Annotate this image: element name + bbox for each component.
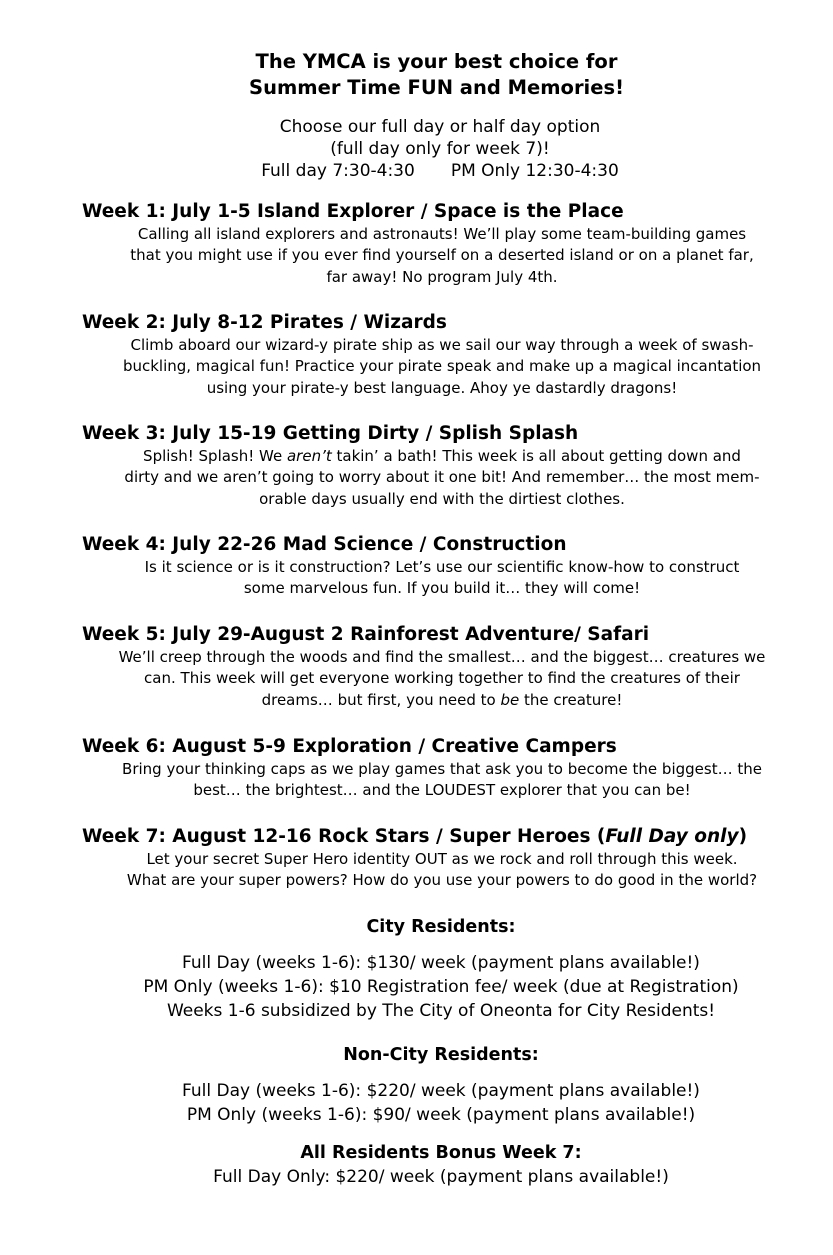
title-line-1: The YMCA is your best choice for [255,50,618,73]
city-price-line-2: PM Only (weeks 1-6): $10 Registration fee/ week (due at Registration) [143,977,739,997]
week-3-line-1-part-1: Splish! Splash! We [143,447,287,465]
week-5-line-3 [82,690,802,711]
week-4-section [82,533,802,600]
intro-line-1: Choose our full day or half day option [279,117,601,137]
non-city-residents-heading: Non-City Residents: [343,1045,539,1065]
non-city-residents-prices [0,1079,833,1127]
week-6-line-1: Bring your thinking caps as we play games that ask you to become the biggest… the [122,760,762,778]
week-5-line-3-part-1: dreams… but first, you need to [261,690,501,709]
week-5-section [82,623,802,711]
week-2-line-3: using your pirate-y best language. Ahoy ye dastardly dragons! [206,378,678,397]
week-2-line-2: buckling, magical fun! Practice your pirate speak and make up a magical incantation [122,357,762,376]
week-4-heading: Week 4: July 22-26 Mad Science / Construction [82,534,567,555]
week-3-description [82,446,802,510]
week-3-line-1-emphasis: aren’t [286,447,332,465]
week-5-heading: Week 5: July 29-August 2 Rainforest Adventure/ Safari [82,624,650,645]
city-price-line-1: Full Day (weeks 1-6): $130/ week (payment plans available!) [182,953,700,973]
week-2-section [82,311,802,399]
week-5-line-3-part-2: the creature! [519,690,623,709]
week-1-description [82,224,802,288]
week-3-line-1 [82,446,802,467]
week-5-description [82,647,802,711]
intro-block [0,116,833,182]
week-7-section [82,825,802,892]
week-5-line-3-emphasis: be [500,690,520,709]
week-6-line-2: best… the brightest… and the LOUDEST explorer that you can be! [193,781,691,800]
intro-hours [0,160,833,182]
non-city-price-line-2: PM Only (weeks 1-6): $90/ week (payment plans available!) [186,1105,696,1125]
week-6-description [82,759,802,802]
week-7-line-2: What are your super powers? How do you use your powers to do good in the world? [126,871,758,890]
week-5-line-2: can. This week will get everyone working together to find the creatures of their [144,669,740,688]
week-3-section [82,422,802,510]
week-1-heading: Week 1: July 1-5 Island Explorer / Space is the Place [82,201,624,222]
week-6-heading: Week 6: August 5-9 Exploration / Creative Campers [82,736,617,757]
title-line-2: Summer Time FUN and Memories! [249,76,624,99]
week-7-heading-emphasis: Full Day only [605,826,739,847]
intro-line-2: (full day only for week 7)! [330,139,550,159]
week-2-heading: Week 2: July 8-12 Pirates / Wizards [82,312,447,333]
week-3-line-3: orable days usually end with the dirtiest clothes. [259,489,625,508]
week-4-line-2: some marvelous fun. If you build it… they will come! [243,579,641,598]
week-3-line-1-part-2: takin’ a bath! This week is all about getting down and [331,447,741,465]
city-residents-heading: City Residents: [366,917,516,937]
all-residents-price: Full Day Only: $220/ week (payment plans available!) [213,1167,669,1187]
week-4-description [82,557,802,600]
week-7-description [82,849,802,892]
week-2-line-1: Climb aboard our wizard-y pirate ship as we sail our way through a week of swash- [130,336,754,354]
week-1-line-1: Calling all island explorers and astronauts! We’ll play some team-building games [137,225,747,243]
week-1-line-2: that you might use if you ever find yourself on a deserted island or on a planet far, [130,246,754,265]
week-4-line-1: Is it science or is it construction? Let’s use our scientific know-how to construct [144,558,740,576]
week-7-line-1: Let your secret Super Hero identity OUT as we rock and roll through this week. [146,850,738,868]
pm-only-hours: PM Only 12:30-4:30 [450,161,619,181]
city-residents-prices [0,951,833,1023]
week-5-line-1: We’ll creep through the woods and find the smallest… and the biggest… creatures we [118,648,766,666]
week-1-line-3: far away! No program July 4th. [326,267,558,286]
all-residents-heading: All Residents Bonus Week 7: [300,1143,582,1163]
non-city-price-line-1: Full Day (weeks 1-6): $220/ week (payment plans available!) [182,1081,700,1101]
week-1-section [82,200,802,288]
week-7-heading-text: Week 7: August 12-16 Rock Stars / Super Heroes ( [82,826,606,847]
week-6-section [82,735,802,802]
flyer-title [0,49,833,101]
week-2-description [82,335,802,399]
full-day-hours: Full day 7:30-4:30 [261,161,415,181]
city-price-line-3: Weeks 1-6 subsidized by The City of Oneonta for City Residents! [166,1001,716,1021]
week-3-heading: Week 3: July 15-19 Getting Dirty / Splish Splash [82,423,579,444]
week-7-heading-close: ) [738,826,748,847]
week-7-heading [82,825,802,849]
week-3-line-2: dirty and we aren’t going to worry about it one bit! And remember… the most mem- [124,468,760,487]
